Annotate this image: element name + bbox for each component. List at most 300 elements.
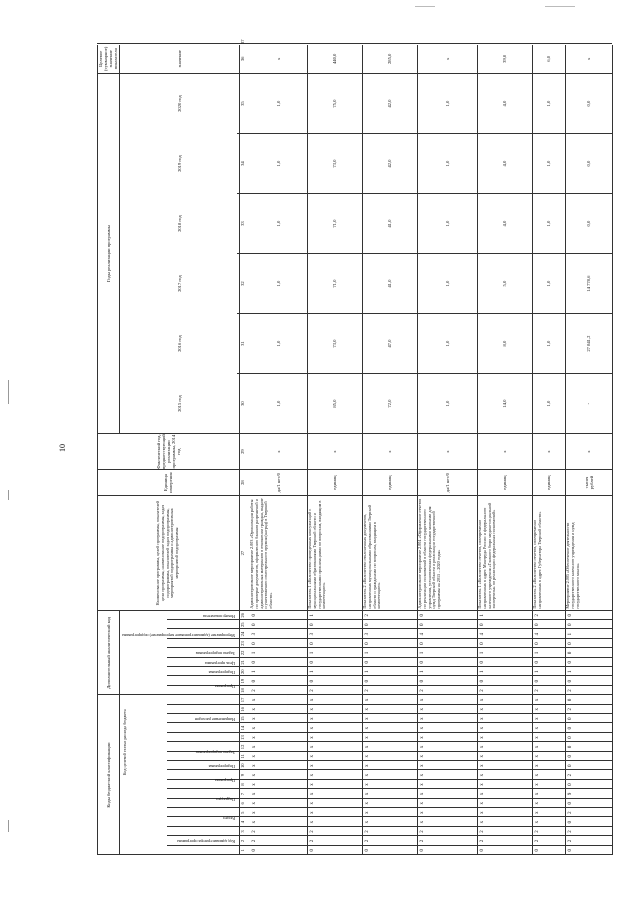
- row-actual: х: [502, 450, 507, 453]
- row-year-value: 1,0: [444, 100, 450, 107]
- column-number: 28: [240, 480, 245, 485]
- table-rule: [167, 666, 612, 667]
- code-cell: 0: [568, 849, 573, 852]
- row-year-value: 71,0: [332, 219, 337, 228]
- row-unit: да/1 нет/0: [275, 473, 281, 493]
- table-rule: [167, 694, 612, 695]
- code-cell: 0: [310, 679, 315, 683]
- budget-indicator-table: [97, 39, 632, 855]
- code-cell: 1: [420, 651, 425, 655]
- row-year-value: 1,0: [444, 400, 450, 407]
- code-cell: х: [480, 811, 485, 814]
- code-cell: 2: [310, 689, 315, 692]
- code-cell: 0: [310, 623, 315, 626]
- code-cell: х: [310, 726, 315, 730]
- code-cell: 0: [535, 849, 540, 852]
- code-cell: 2: [535, 614, 540, 617]
- code-cell: х: [310, 764, 315, 767]
- subheader-subprogram: Подпрограмма: [208, 764, 235, 770]
- subheader-subsection: Подраздел: [216, 797, 235, 803]
- code-cell: х: [480, 755, 485, 758]
- code-cell: 1: [310, 614, 315, 617]
- code-cell: 0: [568, 764, 573, 767]
- row-year-value: 1,0: [546, 220, 551, 227]
- column-number: 2: [240, 839, 245, 843]
- code-cell: х: [420, 736, 425, 739]
- code-cell: 2: [480, 830, 485, 833]
- code-cell: х: [252, 745, 257, 749]
- code-cell: х: [535, 811, 540, 814]
- row-year-value: 14,0: [502, 399, 507, 408]
- row-name: Показатель 1 «Количество отчетов, своевременно направленных в адрес Минтруда России и федерального казенного учреждения «Главного бюро медико-социальной экспертизы» по реализации федеральных полномочий»: [477, 502, 497, 609]
- code-cell: х: [252, 764, 257, 767]
- code-cell: х: [365, 820, 370, 824]
- column-number: 20: [240, 669, 245, 675]
- code-cell: 1: [365, 651, 370, 655]
- code-cell: х: [535, 708, 540, 711]
- table-rule: [167, 704, 612, 705]
- header-year-1: 2015 год: [176, 395, 182, 412]
- code-cell: х: [480, 783, 485, 786]
- group-header-program-codes: Дополнительный аналитический код: [105, 616, 111, 689]
- code-cell: х: [420, 802, 425, 805]
- column-number: 15: [240, 716, 245, 722]
- code-cell: х: [535, 717, 540, 720]
- code-cell: 2: [535, 830, 540, 833]
- subheader-p-event: Мероприятие (административное мероприятие) подпрограммы: [122, 632, 235, 638]
- column-number: 11: [240, 754, 245, 759]
- row-name: Административное мероприятие 2.004 «Оформление отчетов по реализации полномочий в области государственного управления, установленных федеральными законами для нужд Тверской области и реализации государственной программы на 2015 – 2020 годы»: [417, 498, 442, 609]
- column-number: 12: [240, 744, 245, 750]
- code-cell: 0: [252, 642, 257, 645]
- header-year-2: 2016 год: [176, 335, 182, 352]
- column-number: 10: [240, 763, 245, 769]
- row-final: х: [444, 57, 450, 60]
- row-year-value: 41,0: [387, 279, 392, 288]
- code-cell: 2: [420, 689, 425, 692]
- code-cell: 0: [252, 614, 257, 617]
- code-cell: 1: [420, 670, 425, 673]
- code-cell: х: [365, 802, 370, 805]
- header-year-5: 2019 год: [176, 155, 182, 172]
- row-year-value: 1,0: [444, 280, 450, 287]
- column-number: 3: [240, 830, 245, 833]
- table-rule: [167, 741, 612, 742]
- code-cell: х: [480, 820, 485, 824]
- code-cell: 1: [480, 614, 485, 617]
- code-cell: 1: [480, 670, 485, 673]
- code-cell: 1: [480, 651, 485, 655]
- code-cell: х: [310, 736, 315, 739]
- code-cell: х: [252, 820, 257, 824]
- row-year-value: 75,0: [332, 99, 337, 108]
- column-number: 6: [240, 802, 245, 805]
- column-number: 1: [240, 849, 245, 852]
- table-rule: [167, 845, 612, 846]
- row-year-value: 8,0: [502, 340, 507, 347]
- header-unit: Единица измерения: [163, 472, 173, 493]
- column-number: 9: [240, 773, 245, 777]
- column-number: 7: [240, 792, 245, 796]
- code-cell: 3: [252, 632, 257, 636]
- code-cell: 2: [252, 830, 257, 833]
- row-year-value: 42,0: [387, 159, 392, 168]
- code-cell: 0: [252, 623, 257, 626]
- row-name: Показатель 2 «Количество отчетов, своевременно направленных в адрес Губернатора Тверской области»: [532, 511, 542, 609]
- code-cell: х: [310, 783, 315, 786]
- row-year-value: 4,0: [502, 100, 507, 107]
- code-cell: 0: [568, 755, 573, 758]
- scan-artifact: [415, 6, 435, 7]
- margin-mark: [8, 380, 9, 404]
- code-cell: 2: [480, 689, 485, 692]
- row-actual: х: [387, 450, 392, 453]
- column-number: 30: [240, 401, 245, 406]
- row-year-value: 47,0: [387, 339, 392, 348]
- table-rule: [167, 788, 612, 789]
- code-cell: х: [420, 698, 425, 702]
- code-cell: 0: [252, 661, 257, 664]
- code-cell: 0: [568, 661, 573, 664]
- code-cell: х: [310, 792, 315, 796]
- code-cell: 2: [420, 839, 425, 843]
- code-cell: х: [310, 820, 315, 824]
- code-cell: 0: [480, 661, 485, 664]
- row-final: х: [586, 57, 591, 60]
- code-cell: 0: [420, 661, 425, 664]
- row-final: 39,0: [502, 54, 507, 63]
- subheader-section: Раздел: [223, 815, 235, 821]
- code-cell: 1: [568, 632, 573, 636]
- column-number: 22: [240, 650, 245, 656]
- code-cell: х: [480, 745, 485, 749]
- header-year-3: 2017 год: [176, 275, 182, 292]
- code-cell: х: [480, 764, 485, 767]
- header-year-6: 2020 год: [176, 95, 182, 112]
- code-cell: 0: [568, 679, 573, 683]
- code-cell: 2: [568, 708, 573, 711]
- code-cell: 0: [480, 642, 485, 645]
- code-cell: х: [252, 773, 257, 777]
- code-cell: х: [252, 736, 257, 739]
- code-cell: х: [535, 773, 540, 777]
- column-number: 27: [240, 550, 245, 556]
- code-cell: 0: [568, 745, 573, 749]
- row-year-value: 1,0: [444, 160, 450, 167]
- table-rule: [167, 675, 612, 676]
- header-actual: Фактический год, предшествующий реализации программы, 2014 год: [155, 434, 181, 470]
- scan-artifact: [545, 6, 575, 7]
- row-actual: х: [275, 450, 281, 453]
- code-cell: 9: [568, 792, 573, 796]
- row-year-value: 41,0: [387, 219, 392, 228]
- table-rule: [167, 769, 612, 770]
- row-year-value: 1,0: [275, 340, 281, 347]
- column-number: 14: [240, 725, 245, 731]
- code-cell: 0: [420, 642, 425, 645]
- code-cell: 0: [568, 736, 573, 739]
- code-cell: 4: [535, 632, 540, 636]
- code-cell: 0: [310, 661, 315, 664]
- header-year-4: 2018 год: [176, 215, 182, 232]
- row-unit: единиц: [387, 475, 392, 490]
- column-number: 8: [240, 783, 245, 786]
- row-year-value: 27 841,2: [586, 335, 591, 352]
- column-number: 25: [240, 622, 245, 628]
- row-year-value: 1,0: [275, 160, 281, 167]
- table-rule: [167, 647, 612, 648]
- row-unit: единиц: [332, 475, 337, 490]
- code-cell: х: [420, 783, 425, 786]
- code-cell: х: [252, 755, 257, 758]
- code-cell: 4: [480, 632, 485, 636]
- row-year-value: 85,0: [332, 399, 337, 408]
- row-name: Показатель 1 «Количество проведенных консультаций с муниципальными образованиями Тверской области и государственными организациями по вопросам, входящим в компетенцию»: [307, 500, 327, 609]
- row-year-value: 1,0: [444, 340, 450, 347]
- code-cell: 1: [310, 670, 315, 673]
- code-cell: 2: [310, 830, 315, 833]
- code-cell: х: [535, 792, 540, 796]
- code-cell: 0: [535, 661, 540, 664]
- code-cell: х: [535, 764, 540, 767]
- row-name: Показатель 2 «Количество отклоненных документов, направленных муниципальными образованиями Тверской области и гражданами по вопросам, входящим в компетенцию»: [362, 504, 382, 609]
- row-unit: тысяч рублей: [583, 475, 594, 490]
- code-cell: 2: [568, 689, 573, 692]
- code-cell: 0: [568, 726, 573, 730]
- subheader-p-indicator: Номер показателя: [203, 613, 235, 619]
- subheader-program: Программа: [214, 778, 235, 784]
- code-cell: х: [252, 717, 257, 720]
- margin-mark: [8, 820, 9, 832]
- table-rule: [167, 628, 612, 629]
- code-cell: х: [365, 708, 370, 711]
- row-year-value: 42,0: [387, 99, 392, 108]
- row-year-value: 1,0: [275, 280, 281, 287]
- code-cell: 1: [568, 670, 573, 673]
- code-cell: 0: [365, 642, 370, 645]
- table-rule: [167, 826, 612, 827]
- code-cell: 0: [568, 698, 573, 702]
- code-cell: х: [365, 764, 370, 767]
- table-rule: [167, 835, 612, 836]
- column-number: 36: [240, 56, 245, 62]
- table-rule: [167, 732, 612, 733]
- code-cell: х: [365, 755, 370, 758]
- column-number: 32: [240, 281, 245, 286]
- code-cell: 2: [252, 839, 257, 843]
- subheader-task: Задача подпрограммы: [195, 750, 235, 756]
- code-cell: 2: [252, 689, 257, 692]
- subheader-target-article: Код целевой статьи расхода бюджета: [121, 709, 127, 776]
- code-cell: 3: [365, 632, 370, 636]
- code-cell: х: [365, 698, 370, 702]
- code-cell: 0: [568, 623, 573, 626]
- code-cell: х: [365, 792, 370, 796]
- code-cell: х: [310, 717, 315, 720]
- code-cell: 0: [480, 849, 485, 852]
- code-cell: 0: [365, 849, 370, 852]
- table-rule: [119, 611, 120, 696]
- code-cell: х: [310, 802, 315, 805]
- code-cell: 2: [310, 839, 315, 843]
- code-cell: 4: [420, 632, 425, 636]
- table-rule: [167, 722, 612, 723]
- code-cell: х: [420, 764, 425, 767]
- code-cell: х: [420, 811, 425, 814]
- row-year-value: 1,0: [275, 220, 281, 227]
- row-unit: да/1 нет/0: [444, 473, 450, 493]
- code-cell: х: [252, 783, 257, 786]
- table-rule: [167, 657, 612, 658]
- code-cell: х: [310, 745, 315, 749]
- code-cell: 1: [252, 670, 257, 673]
- table-rule: [612, 45, 613, 855]
- code-cell: х: [310, 698, 315, 702]
- subheader-p-task: Задача подпрограммы: [195, 651, 235, 657]
- row-year-value: 14 778,6: [586, 275, 591, 292]
- row-actual: х: [546, 450, 551, 453]
- code-cell: х: [252, 698, 257, 702]
- header-final: Целевое (суммарное) значение показателя: [98, 46, 118, 71]
- row-name: Административное мероприятие 2.003 «Организация работы по проверке документов, оформлению бланков разрешений и административных материалов в отношении граждан, выдаче и уничтожению огнестрельного оружия (наград) в Тверской области»: [249, 498, 274, 609]
- code-cell: 0: [568, 614, 573, 617]
- code-cell: х: [420, 820, 425, 824]
- row-year-value: 0,0: [586, 220, 591, 227]
- row-final: 285,0: [387, 53, 392, 64]
- subheader-p-goal: Цель программы: [204, 660, 235, 666]
- code-cell: 0: [568, 642, 573, 645]
- code-cell: 2: [535, 839, 540, 843]
- code-cell: 0: [568, 820, 573, 824]
- code-cell: х: [420, 745, 425, 749]
- code-cell: 1: [365, 670, 370, 673]
- row-unit: единиц: [502, 475, 507, 490]
- row-year-value: 1,0: [546, 100, 551, 107]
- code-cell: 1: [252, 651, 257, 655]
- page-number: 10: [58, 444, 67, 452]
- row-year-value: 1,0: [546, 400, 551, 407]
- code-cell: х: [420, 708, 425, 711]
- code-cell: 2: [535, 689, 540, 692]
- code-cell: 0: [252, 679, 257, 683]
- row-actual: х: [332, 450, 337, 453]
- code-cell: 2: [365, 614, 370, 617]
- code-cell: х: [420, 717, 425, 720]
- column-number: 4: [240, 820, 245, 824]
- code-cell: 0: [568, 651, 573, 655]
- code-cell: 0: [568, 783, 573, 786]
- row-year-value: 0,0: [586, 100, 591, 107]
- table-rule: [167, 760, 612, 761]
- row-unit: единиц: [546, 475, 551, 490]
- code-cell: х: [365, 726, 370, 730]
- code-cell: 0: [420, 679, 425, 683]
- code-cell: 0: [310, 849, 315, 852]
- code-cell: 1: [310, 651, 315, 655]
- code-cell: х: [252, 726, 257, 730]
- margin-mark: [8, 490, 9, 500]
- code-cell: х: [480, 708, 485, 711]
- code-cell: х: [252, 792, 257, 796]
- code-cell: х: [365, 773, 370, 777]
- row-year-value: 71,0: [332, 279, 337, 288]
- code-cell: 2: [568, 839, 573, 843]
- code-cell: х: [365, 811, 370, 814]
- code-cell: х: [480, 792, 485, 796]
- code-cell: 2: [568, 773, 573, 777]
- code-cell: х: [535, 802, 540, 805]
- column-number: 29: [240, 449, 245, 454]
- row-year-value: 1,0: [275, 100, 281, 107]
- code-cell: 0: [365, 679, 370, 683]
- row-year-value: 1,0: [546, 160, 551, 167]
- subheader-p-subprogram: Подпрограмма: [208, 670, 235, 676]
- row-final: х: [275, 57, 281, 60]
- code-cell: х: [535, 698, 540, 702]
- code-cell: х: [252, 811, 257, 814]
- code-cell: х: [420, 773, 425, 777]
- column-number: 13: [240, 735, 245, 740]
- code-cell: 3: [310, 632, 315, 636]
- code-cell: х: [420, 726, 425, 730]
- code-cell: х: [365, 717, 370, 720]
- column-number: 18: [240, 688, 245, 693]
- code-cell: х: [365, 736, 370, 739]
- column-number: 5: [240, 811, 245, 814]
- code-cell: х: [310, 811, 315, 814]
- code-cell: х: [480, 736, 485, 739]
- header-years-group: Годы реализации программы: [105, 225, 111, 282]
- row-year-value: 73,0: [332, 339, 337, 348]
- row-year-value: 1,0: [546, 280, 551, 287]
- code-cell: 2: [365, 689, 370, 692]
- code-cell: 0: [535, 679, 540, 683]
- subheader-expense-direction: Направление расходов: [194, 717, 235, 723]
- column-number: 23: [240, 641, 245, 646]
- subheader-p-program: Программа: [214, 684, 235, 690]
- subheader-admin-code: Код администратора программы: [177, 839, 235, 845]
- header-name: Наименование программы, целей программы, показателей цели программы, наименование подпрограммы, задач подпрограммы, показателей задач подпрограммы, мероприятий подпрограммы и административных мероприятий подпрограммы: [155, 500, 180, 606]
- code-cell: х: [480, 717, 485, 720]
- row-year-value: 1,0: [444, 220, 450, 227]
- column-number: 34: [240, 161, 245, 166]
- column-number: 19: [240, 678, 245, 684]
- code-cell: х: [480, 802, 485, 805]
- code-cell: х: [535, 726, 540, 730]
- row-year-value: -: [586, 402, 591, 405]
- column-number: 33: [240, 221, 245, 226]
- code-cell: х: [535, 820, 540, 824]
- column-number: 26: [240, 613, 245, 618]
- code-cell: х: [535, 783, 540, 786]
- code-cell: 0: [420, 623, 425, 626]
- code-cell: 2: [365, 839, 370, 843]
- code-cell: х: [252, 802, 257, 805]
- code-cell: х: [310, 773, 315, 777]
- row-year-value: 4,0: [502, 160, 507, 167]
- code-cell: х: [480, 698, 485, 702]
- row-year-value: 0,0: [586, 160, 591, 167]
- row-name: Мероприятие 2.005 «Обеспечение деятельности государственного казенного учреждения и нужд государственного заказа»: [565, 522, 580, 609]
- row-year-value: 1,0: [275, 400, 281, 407]
- code-cell: 0: [480, 623, 485, 626]
- code-cell: 0: [568, 802, 573, 805]
- code-cell: 1: [535, 651, 540, 655]
- code-cell: х: [535, 755, 540, 758]
- column-number: 37: [240, 39, 245, 44]
- header-final-value: значение: [176, 50, 182, 68]
- code-cell: 0: [365, 661, 370, 664]
